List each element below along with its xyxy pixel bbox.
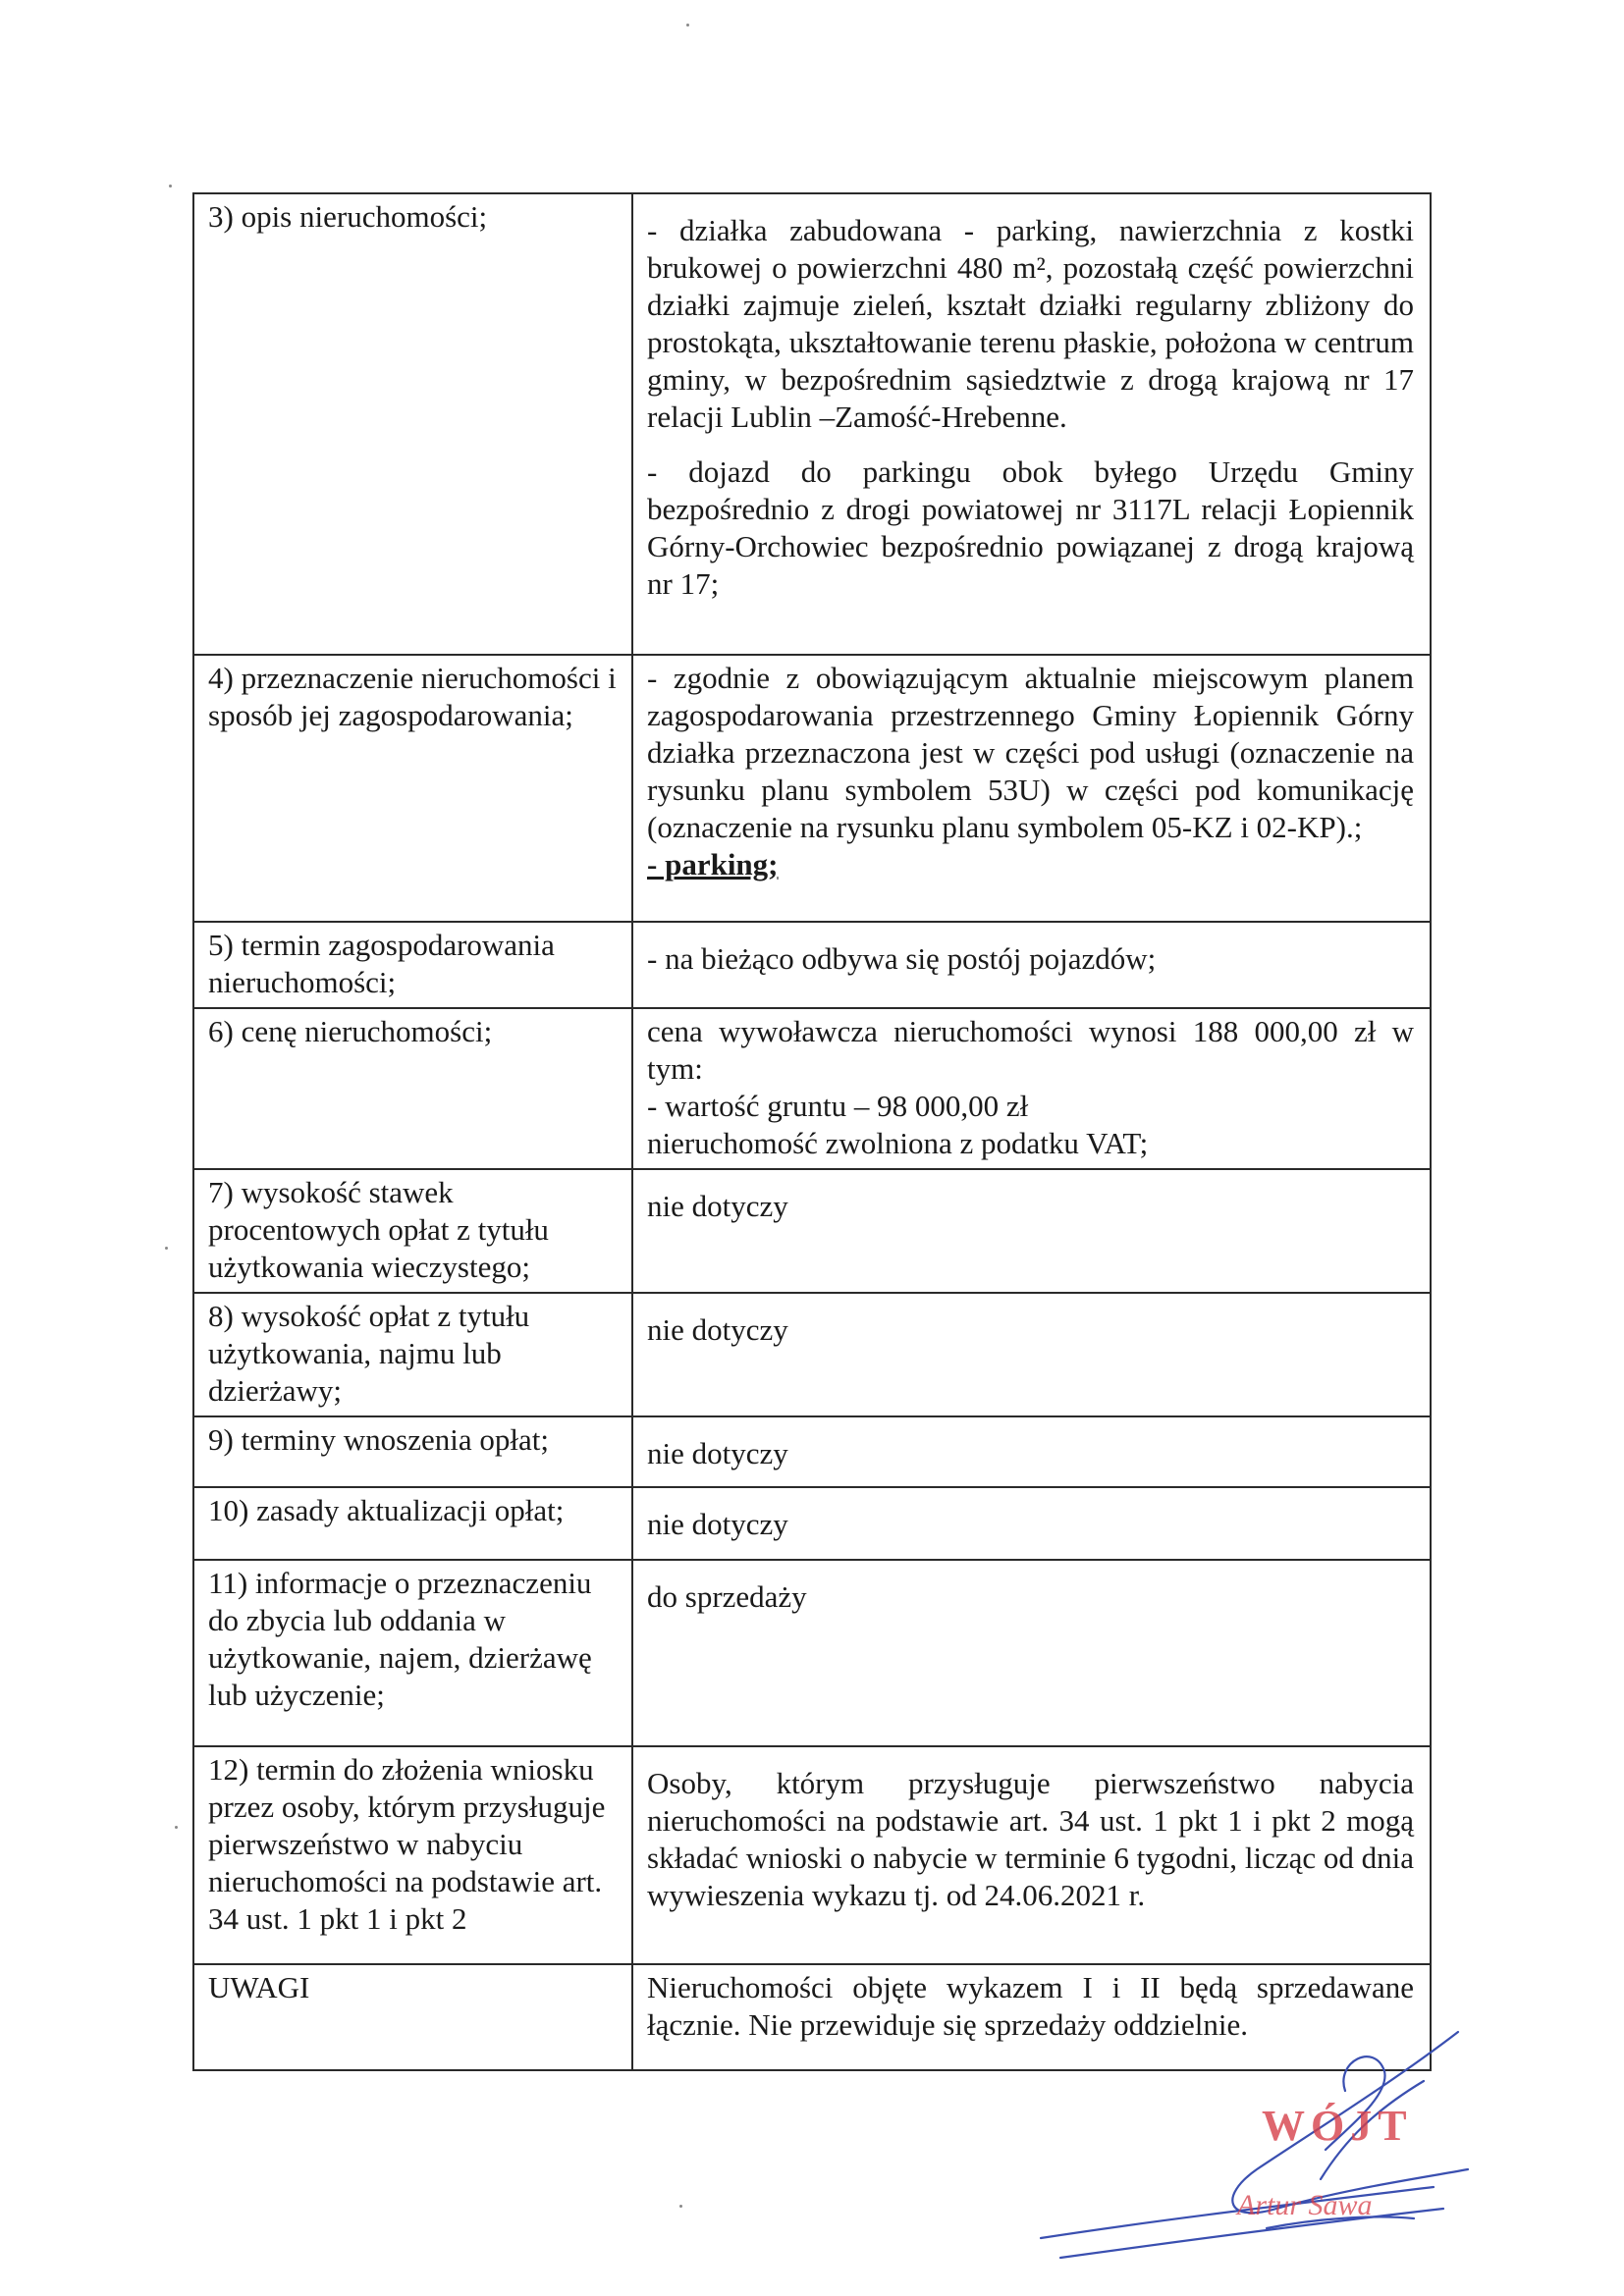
row-paragraph: nie dotyczy bbox=[647, 1436, 788, 1470]
row-paragraph: - działka zabudowana - parking, nawierzchnia z kostki brukowej o powierzchni 480 m², pozostałą część powierzchni działki zajmuje zieleń, kształt działki regularny zbliżony do prostokąta, ukształtowanie terenu płaskie, położona w centrum gminy, w bezpośrednim sąsiedztwie z drogą krajową nr 17 relacji Lublin –Zamość-Hrebenne. bbox=[647, 213, 1414, 434]
row-paragraph: Osoby, którym przysługuje pierwszeństwo nabycia nieruchomości na podstawie art. 34 ust. 1 pkt 1 i pkt 2 mogą składać wnioski o nabycie w terminie 6 tygodni, licząc od dnia wywieszenia wykazu tj. od 24.06.2021 r. bbox=[647, 1766, 1414, 1912]
page-speck bbox=[165, 1247, 168, 1250]
row-label: 7) wysokość stawek procentowych opłat z tytułu użytkowania wieczystego; bbox=[193, 1169, 632, 1293]
row-paragraph: do sprzedaży bbox=[647, 1579, 807, 1614]
row-value bbox=[632, 1293, 1431, 1416]
table-row bbox=[193, 1416, 1431, 1487]
row-label: 9) terminy wnoszenia opłat; bbox=[193, 1416, 632, 1487]
row-value bbox=[632, 1487, 1431, 1560]
table-row bbox=[193, 1293, 1431, 1416]
row-paragraph: - na bieżąco odbywa się postój pojazdów; bbox=[647, 941, 1157, 976]
row-paragraph: nie dotyczy bbox=[647, 1189, 788, 1223]
row-bold-line: - parking; bbox=[647, 847, 779, 881]
row-label: 6) cenę nieruchomości; bbox=[193, 1008, 632, 1169]
row-value bbox=[632, 193, 1431, 655]
row-value bbox=[632, 1169, 1431, 1293]
page-speck bbox=[175, 1826, 178, 1829]
row-label: 11) informacje o przeznaczeniu do zbycia lub oddania w użytkowanie, najem, dzierżawę lub użyczenie; bbox=[193, 1560, 632, 1746]
row-value bbox=[632, 922, 1431, 1008]
stamp-name: Artur Sawa bbox=[1237, 2189, 1373, 2221]
row-value bbox=[632, 1560, 1431, 1746]
property-listing-table bbox=[192, 192, 1432, 2071]
table-row bbox=[193, 1560, 1431, 1746]
row-paragraph: nie dotyczy bbox=[647, 1507, 788, 1541]
row-value bbox=[632, 1008, 1431, 1169]
row-paragraph: - zgodnie z obowiązującym aktualnie miejscowym planem zagospodarowania przestrzennego Gminy Łopiennik Górny działka przeznaczona jest w części pod usługi (oznaczenie na rysunku planu symbolem 53U) w części pod komunikację (oznaczenie na rysunku planu symbolem 05-KZ i 02-KP).; bbox=[647, 661, 1414, 844]
page-speck bbox=[679, 2205, 682, 2208]
row-paragraph: - dojazd do parkingu obok byłego Urzędu Gminy bezpośrednio z drogi powiatowej nr 3117L relacji Łopiennik Górny-Orchowiec bezpośrednio powiązanej z drogą krajową nr 17; bbox=[647, 454, 1414, 601]
row-label: 12) termin do złożenia wniosku przez osoby, którym przysługuje pierwszeństwo w nabyciu nieruchomości na podstawie art. 34 ust. 1 pkt 1 i pkt 2 bbox=[193, 1746, 632, 1964]
table-row bbox=[193, 1169, 1431, 1293]
row-paragraph: cena wywoławcza nieruchomości wynosi 188 000,00 zł w tym: bbox=[647, 1014, 1414, 1086]
table-row bbox=[193, 193, 1431, 655]
stamp-title: WÓJT bbox=[1262, 2102, 1413, 2150]
row-value bbox=[632, 1746, 1431, 1964]
row-paragraph: nie dotyczy bbox=[647, 1312, 788, 1347]
row-label: 8) wysokość opłat z tytułu użytkowania, najmu lub dzierżawy; bbox=[193, 1293, 632, 1416]
table-row bbox=[193, 655, 1431, 922]
row-value bbox=[632, 1416, 1431, 1487]
table-row bbox=[193, 1008, 1431, 1169]
row-label: 4) przeznaczenie nieruchomości i sposób jej zagospodarowania; bbox=[193, 655, 632, 922]
page-speck bbox=[686, 24, 689, 27]
row-label: UWAGI bbox=[193, 1964, 632, 2070]
row-label: 3) opis nieruchomości; bbox=[193, 193, 632, 655]
row-label: 10) zasady aktualizacji opłat; bbox=[193, 1487, 632, 1560]
row-paragraph: Nieruchomości objęte wykazem I i II będą sprzedawane łącznie. Nie przewiduje się sprzedaży oddzielnie. bbox=[647, 1970, 1414, 2042]
row-label: 5) termin zagospodarowania nieruchomości; bbox=[193, 922, 632, 1008]
page-speck bbox=[169, 185, 172, 187]
signature-stamp bbox=[1021, 2022, 1473, 2268]
row-paragraph: nieruchomość zwolniona z podatku VAT; bbox=[647, 1126, 1149, 1160]
table-row bbox=[193, 1746, 1431, 1964]
table-row bbox=[193, 922, 1431, 1008]
row-paragraph: - wartość gruntu – 98 000,00 zł bbox=[647, 1089, 1029, 1123]
row-value bbox=[632, 655, 1431, 922]
table-row bbox=[193, 1487, 1431, 1560]
